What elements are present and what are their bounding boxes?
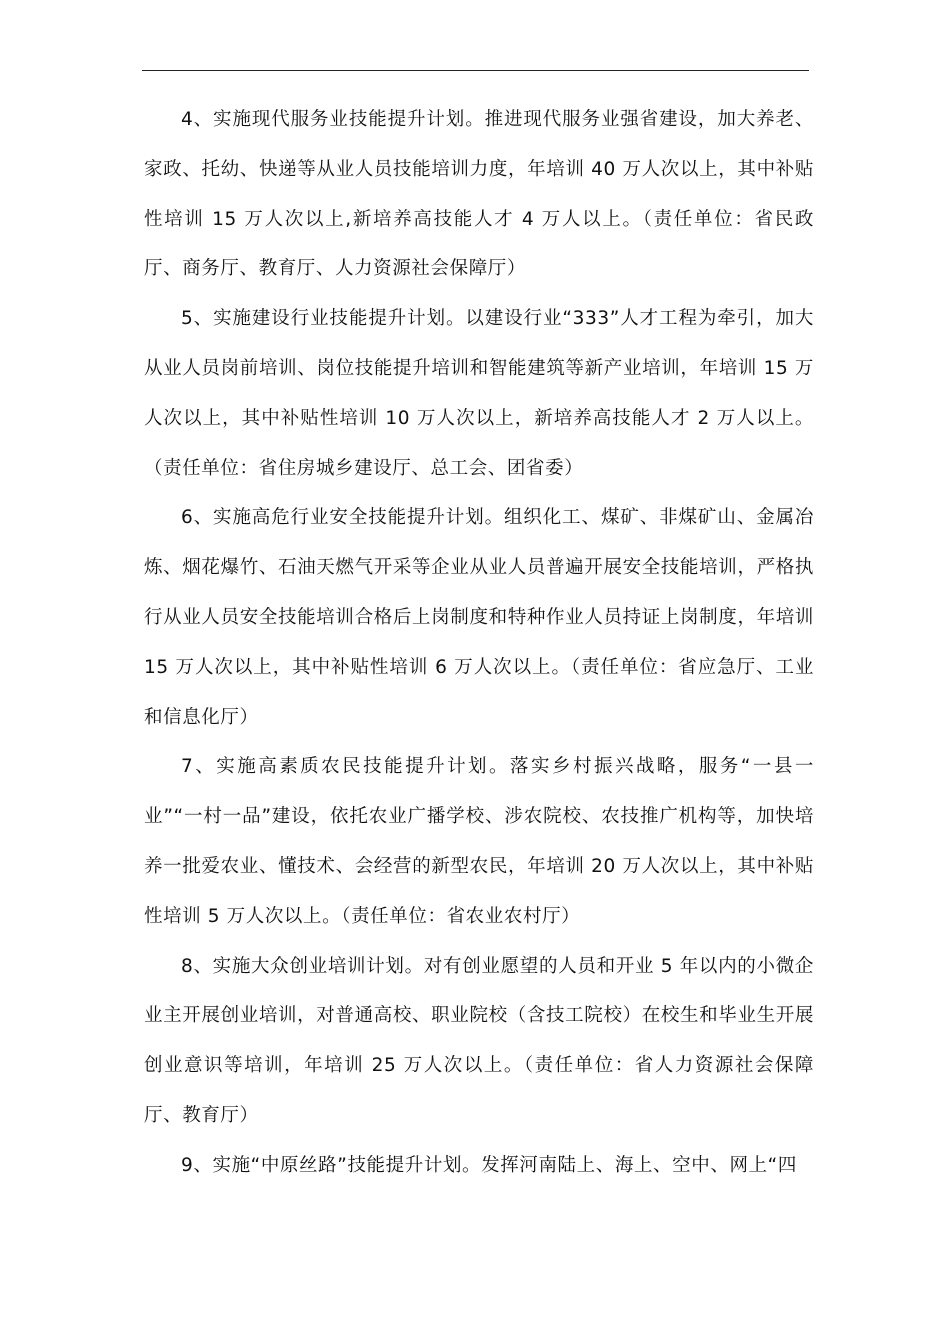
paragraph-item-5: 5、实施建设行业技能提升计划。以建设行业“333”人才工程为牵引，加大从业人员岗前培训、岗位技能提升培训和智能建筑等新产业培训，年培训 15 万人次以上，其中补贴性培训 10 万人次以上，新培养高技能人才 2 万人以上。（责任单位：省住房城乡建设厅、总工会、团省委）: [144, 308, 814, 479]
paragraph-item-4: 4、实施现代服务业技能提升计划。推进现代服务业强省建设，加大养老、家政、托幼、快递等从业人员技能培训力度，年培训 40 万人次以上，其中补贴性培训 15 万人次以上,新培养高技能人才 4 万人以上。（责任单位：省民政厅、商务厅、教育厅、人力资源社会保障厅）: [144, 109, 814, 280]
header-rule: [142, 70, 809, 71]
paragraph-item-8: 8、实施大众创业培训计划。对有创业愿望的人员和开业 5 年以内的小微企业主开展创业培训，对普通高校、职业院校（含技工院校）在校生和毕业生开展创业意识等培训，年培训 25 万人次以上。（责任单位：省人力资源社会保障厅、教育厅）: [144, 955, 814, 1126]
paragraph-item-7: 7、实施高素质农民技能提升计划。落实乡村振兴战略，服务“一县一业”“一村一品”建设，依托农业广播学校、涉农院校、农技推广机构等，加快培养一批爱农业、懂技术、会经营的新型农民，年培训 20 万人次以上，其中补贴性培训 5 万人次以上。（责任单位：省农业农村厅）: [144, 756, 814, 927]
paragraph-item-9: 9、实施“中原丝路”技能提升计划。发挥河南陆上、海上、空中、网上“四: [181, 1154, 797, 1176]
paragraph-item-6: 6、实施高危行业安全技能提升计划。组织化工、煤矿、非煤矿山、金属冶炼、烟花爆竹、石油天燃气开采等企业从业人员普遍开展安全技能培训，严格执行从业人员安全技能培训合格后上岗制度和特种作业人员持证上岗制度，年培训 15 万人次以上，其中补贴性培训 6 万人次以上。（责任单位：省应急厅、工业和信息化厅）: [144, 507, 814, 728]
document-body: [144, 95, 814, 1191]
